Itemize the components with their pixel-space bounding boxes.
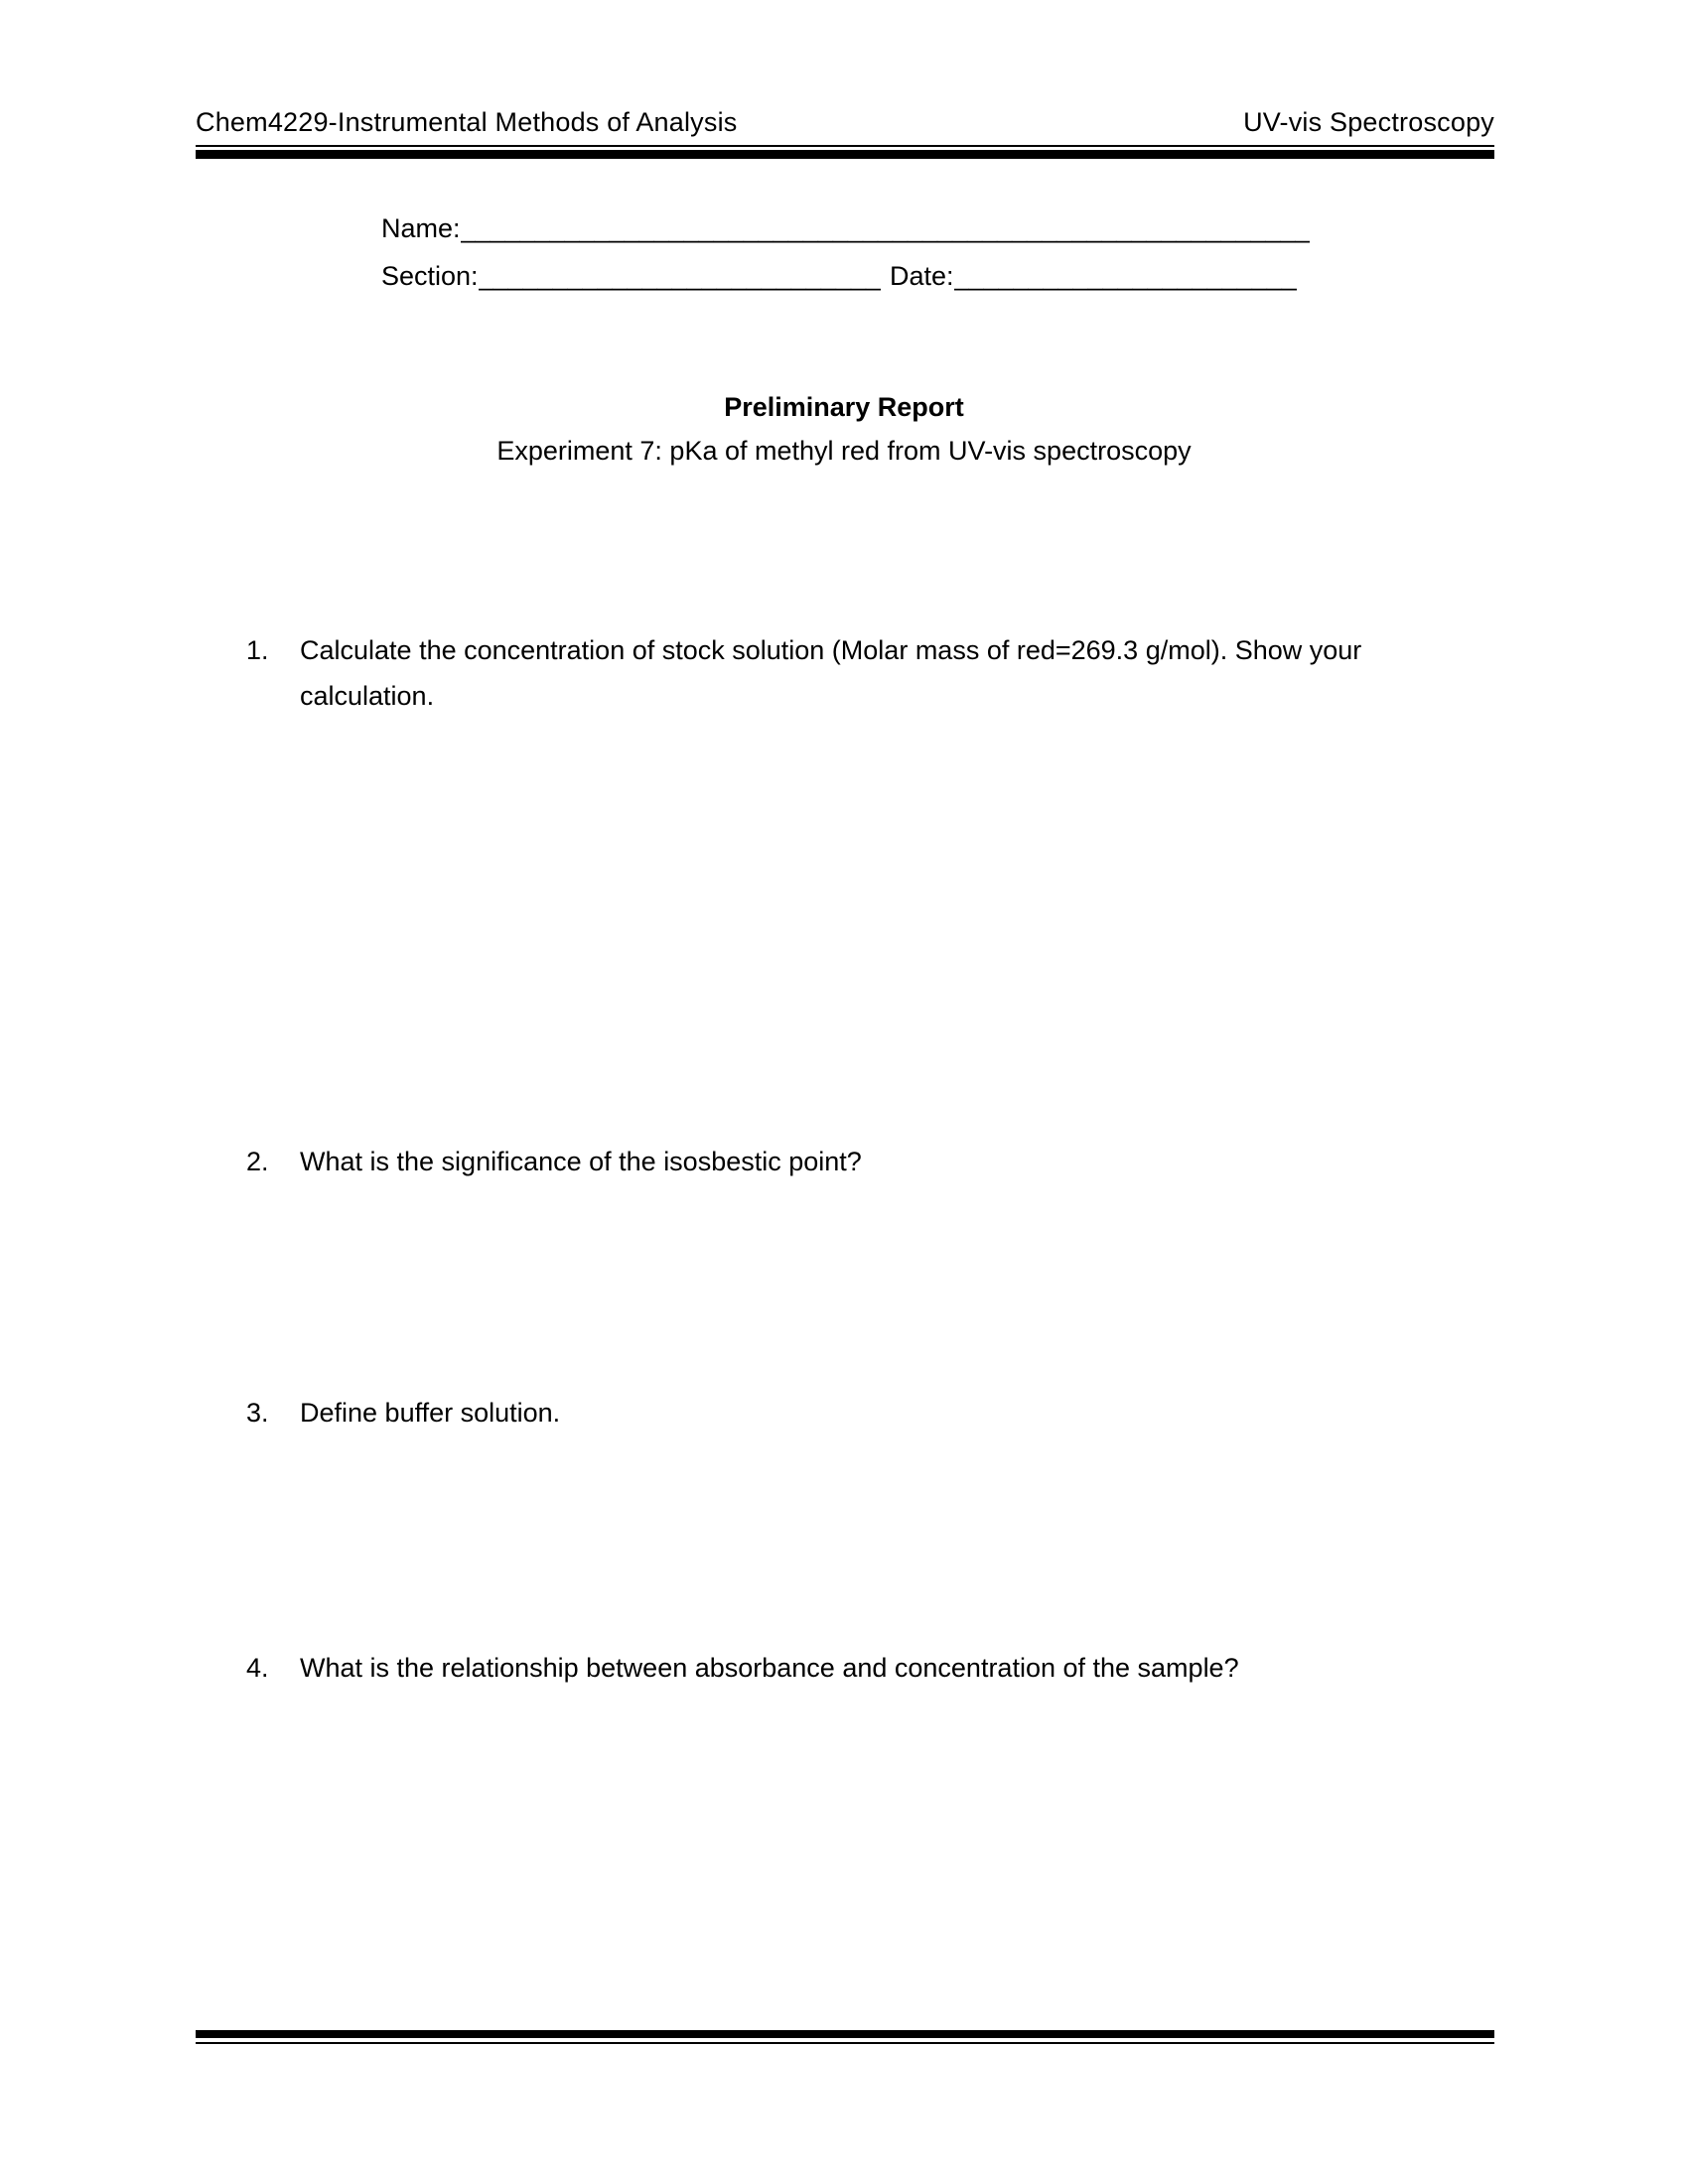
- report-title: Preliminary Report: [724, 392, 964, 422]
- name-label: Name:: [381, 213, 461, 243]
- question-3: [246, 1390, 560, 1435]
- footer-rule-thick: [196, 2030, 1494, 2038]
- report-title-block: [0, 385, 1688, 473]
- question-1-text: Calculate the concentration of stock solution (Molar mass of red=269.3 g/mol). Show your calculation.: [300, 635, 1362, 711]
- question-4-text: What is the relationship between absorbance and concentration of the sample?: [300, 1653, 1239, 1683]
- question-1: [246, 627, 1470, 719]
- header-rule-thick: [196, 150, 1494, 159]
- name-blank-line: _________________________________________________________: [460, 213, 1311, 243]
- date-label: Date:: [890, 261, 954, 291]
- student-info-block: [381, 205, 1310, 300]
- question-3-text: Define buffer solution.: [300, 1398, 561, 1428]
- question-4: [246, 1645, 1239, 1691]
- date-blank-line: _______________________: [953, 261, 1297, 291]
- section-blank-line: ___________________________: [478, 261, 881, 291]
- experiment-subtitle: Experiment 7: pKa of methyl red from UV-vis spectroscopy: [496, 436, 1192, 466]
- header-course-title: Chem4229-Instrumental Methods of Analysis: [196, 107, 738, 137]
- header-topic-title: UV-vis Spectroscopy: [1243, 107, 1494, 137]
- section-date-row: [381, 252, 1310, 300]
- question-1-number: 1.: [246, 635, 269, 665]
- section-label: Section:: [381, 261, 479, 291]
- question-3-number: 3.: [246, 1398, 269, 1428]
- question-2: [246, 1139, 862, 1184]
- question-2-text: What is the significance of the isosbestic point?: [300, 1147, 862, 1176]
- name-row: [381, 205, 1310, 252]
- question-2-number: 2.: [246, 1147, 269, 1176]
- header-rule-thin: [196, 145, 1494, 147]
- footer-rule-thin: [196, 2042, 1494, 2044]
- question-4-number: 4.: [246, 1653, 269, 1683]
